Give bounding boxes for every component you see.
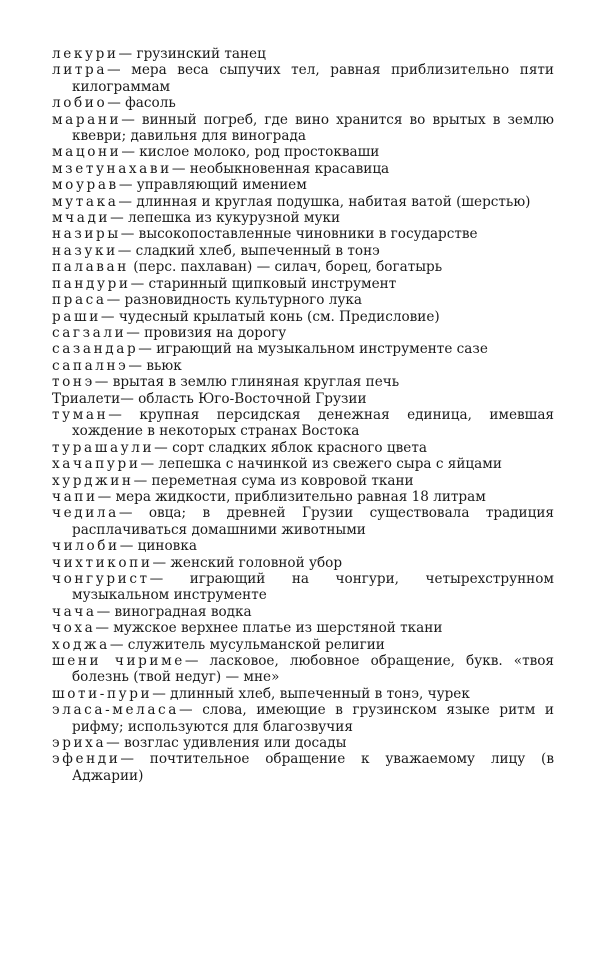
glossary-definition: — лепешка из кукурузной муки [110,210,341,227]
glossary-term: сагзали [52,324,127,341]
glossary-entry [52,144,554,160]
glossary-definition: — высокопоставленные чиновники в государстве [120,226,478,243]
glossary-definition: — разновидность культурного лука [106,292,363,309]
glossary-term: назуки [52,242,118,259]
glossary-entry [52,374,554,390]
glossary-definition: — винный погреб, где вино хранится во врытых в землю квеври; давильня для винограда [72,111,554,145]
glossary-definition: — фасоль [107,95,176,112]
glossary-entry [52,226,554,242]
glossary-term: пандури [52,275,131,292]
glossary-entry [52,194,554,210]
glossary-term: чихтикопи [52,554,153,571]
glossary-term: турашаули [52,439,155,456]
glossary-definition: — лепешка с начинкой из свежего сыра с яйцами [140,456,502,473]
glossary-term: праса [52,292,107,309]
glossary-term: мзетунахави [52,160,172,177]
glossary-term: эриха [52,735,107,752]
glossary-definition: — почтительное обращение к уважаемому лицу (в Аджарии) [72,751,554,784]
glossary-entry [52,243,554,259]
glossary-entry [52,391,554,407]
glossary-entry [52,686,554,702]
glossary-entry [52,161,554,177]
glossary-definition: — виноградная водка [96,603,252,620]
glossary-term: тонэ [52,374,95,391]
glossary-term: шени чириме [52,653,185,670]
glossary-definition: — возглас удивления или досады [106,735,347,752]
glossary-entry [52,489,554,505]
glossary-entry [52,325,554,341]
glossary-entry [52,358,554,374]
glossary-entry [52,620,554,636]
glossary-entry [52,653,554,686]
glossary-definition: — циновка [119,538,197,555]
glossary-definition: — кислое молоко, род простокваши [121,144,380,161]
glossary-entry [52,407,554,440]
glossary-term: ходжа [52,636,110,653]
glossary-entry [52,62,554,95]
glossary-definition: — играющий на музыкальном инструменте сазе [138,341,488,358]
glossary-definition: — врытая в землю глиняная круглая печь [94,374,400,391]
glossary-term: эласа-меласа [52,702,179,719]
glossary-definition: — играющий на чонгури, четырехструнном музыкальном инструменте [72,571,554,604]
glossary-entry [52,259,554,275]
glossary-term: эфенди [52,751,121,768]
glossary-definition: — вьюк [128,357,182,374]
glossary-definition: — крупная персидская денежная единица, имевшая хождение в некоторых странах Востока [72,406,554,440]
glossary-entry [52,751,554,784]
glossary-entry [52,292,554,308]
glossary-definition: (перс. пахлаван) — силач, борец, богатырь [133,259,443,276]
glossary-entry [52,276,554,292]
glossary-term: литра [52,62,108,79]
glossary-definition: — провизия на дорогу [126,324,287,341]
glossary-definition: — управляющий имением [118,177,307,194]
glossary-definition: — область Юго-Восточной Грузии [120,390,367,407]
glossary-term: лобио [52,95,108,112]
glossary-entry [52,505,554,538]
glossary-entry [52,210,554,226]
glossary-definition: — старинный щипковый инструмент [130,275,397,292]
glossary-definition: — мера жидкости, приблизительно равная 18 литрам [97,488,486,505]
glossary-term: шоти-пури [52,685,153,702]
glossary-entry [52,112,554,145]
glossary-entry [52,735,554,751]
glossary-definition: — длинный хлеб, выпеченный в тонэ, чурек [152,685,470,702]
glossary-term: мчади [52,210,111,227]
glossary-term: Триалети [52,390,121,407]
glossary-definition: — мера веса сыпучих тел, равная приблизительно пяти килограммам [72,62,554,95]
glossary-entry [52,604,554,620]
glossary-term: чилоби [52,538,120,555]
glossary-definition: — овца; в древней Грузии существовала традиция расплачиваться домашними животными [72,505,554,538]
glossary-definition: — переметная сума из ковровой ткани [133,472,414,489]
glossary-definition: — слова, имеющие в грузинском языке ритм и рифму; используются для благозвучия [72,702,554,735]
glossary-definition: — длинная и круглая подушка, набитая ватой (шерстью) [118,193,531,210]
glossary-term: хурджин [52,472,134,489]
glossary-entry [52,571,554,604]
glossary-term: мацони [52,144,122,161]
glossary-term: сапалнэ [52,357,129,374]
glossary-entry [52,538,554,554]
glossary-entry [52,456,554,472]
glossary-entry [52,440,554,456]
glossary-entry [52,309,554,325]
glossary-term: чача [52,603,97,620]
glossary-term: чонгурист [52,571,150,587]
glossary-entry [52,702,554,735]
glossary-term: раши [52,308,101,325]
glossary-definition: — грузинский танец [118,46,266,62]
glossary-term: чедила [52,505,119,522]
glossary-entry [52,95,554,111]
glossary-entry [52,473,554,489]
glossary-entry [52,637,554,653]
glossary-term: чоха [52,620,96,637]
glossary-term: мутака [52,193,119,210]
glossary-entry [52,46,554,62]
glossary-entry [52,341,554,357]
glossary-definition: — служитель мусульманской религии [109,636,385,653]
glossary-term: моурав [52,177,119,194]
glossary-definition: — чудесный крылатый конь (см. Предисловие) [100,308,440,325]
glossary-entry [52,555,554,571]
glossary-term: туман [52,406,109,423]
glossary-term: палаван [52,259,129,276]
glossary-definition: — сорт сладких яблок красного цвета [154,439,427,456]
glossary-term: марани [52,111,122,128]
glossary-definition: — необыкновенная красавица [171,160,390,177]
glossary-term: назиры [52,226,121,243]
glossary-definition: — ласковое, любовное обращение, букв. «твоя болезнь (твой недуг) — мне» [72,653,554,686]
glossary-definition: — сладкий хлеб, выпеченный в тонэ [117,242,380,259]
glossary-definition: — женский головной убор [152,554,343,571]
glossary-definition: — мужское верхнее платье из шерстяной ткани [95,620,443,637]
glossary-page [52,46,554,784]
glossary-term: сазандар [52,341,139,358]
glossary-term: хачапури [52,456,141,473]
glossary-term: лекури [52,46,119,62]
glossary-term: чапи [52,488,98,505]
glossary-entry [52,177,554,193]
